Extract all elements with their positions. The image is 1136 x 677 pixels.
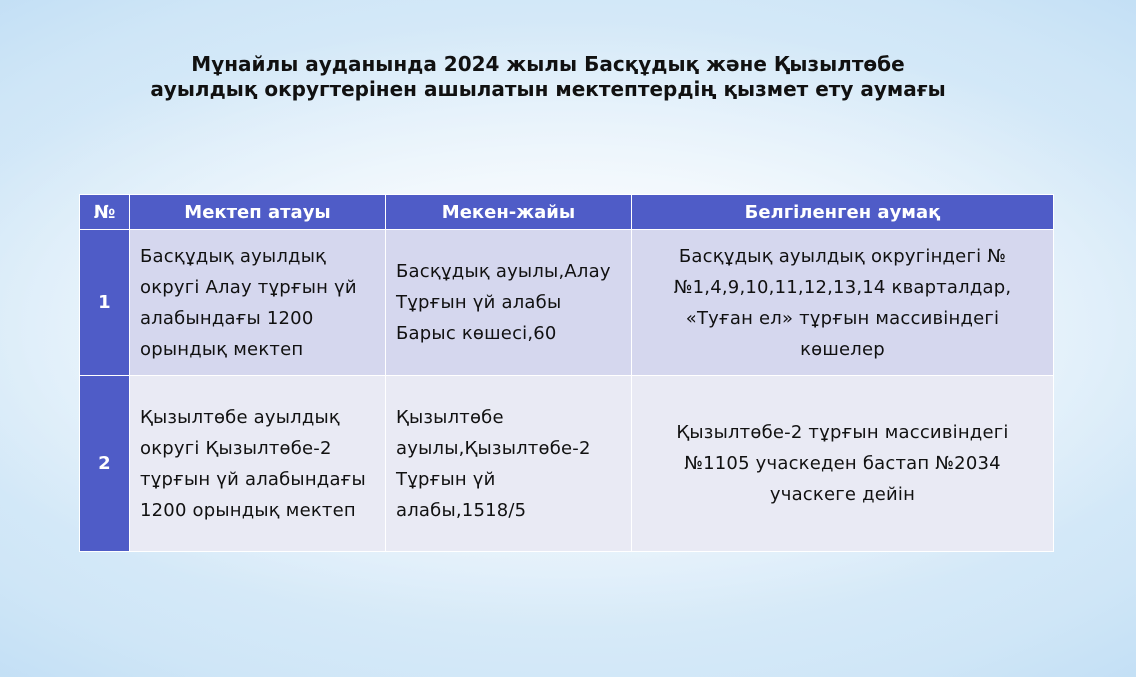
school-name-cell: Басқұдық ауылдық округі Алау тұрғын үй алабындағы 1200 орындық мектеп [130,230,386,376]
table-header-row [80,195,1054,230]
service-area-cell: Қызылтөбе-2 тұрғын массивіндегі №1105 учаскеден бастап №2034 учаскеге дейін [632,376,1054,552]
table-row [80,230,1054,376]
header-school-name: Мектеп атауы [130,195,386,230]
header-service-area: Белгіленген аумақ [632,195,1054,230]
row-number: 1 [80,230,130,376]
schools-table [79,194,1054,552]
school-name-cell: Қызылтөбе ауылдық округі Қызылтөбе-2 тұрғын үй алабындағы 1200 орындық мектеп [130,376,386,552]
row-number: 2 [80,376,130,552]
address-cell: Басқұдық ауылы,Алау Тұрғын үй алабы Барыс көшесі,60 [386,230,632,376]
header-number: № [80,195,130,230]
address-cell: Қызылтөбе ауылы,Қызылтөбе-2 Тұрғын үй алабы,1518/5 [386,376,632,552]
header-address: Мекен-жайы [386,195,632,230]
service-area-cell: Басқұдық ауылдық округіндегі №№1,4,9,10,11,12,13,14 кварталдар, «Туған ел» тұрғын массивіндегі көшелер [632,230,1054,376]
table-row [80,376,1054,552]
slide-title: Мұнайлы ауданында 2024 жылы Басқұдық және Қызылтөбе ауылдық округтерінен ашылатын мектептердің қызмет ету аумағы [150,52,946,101]
